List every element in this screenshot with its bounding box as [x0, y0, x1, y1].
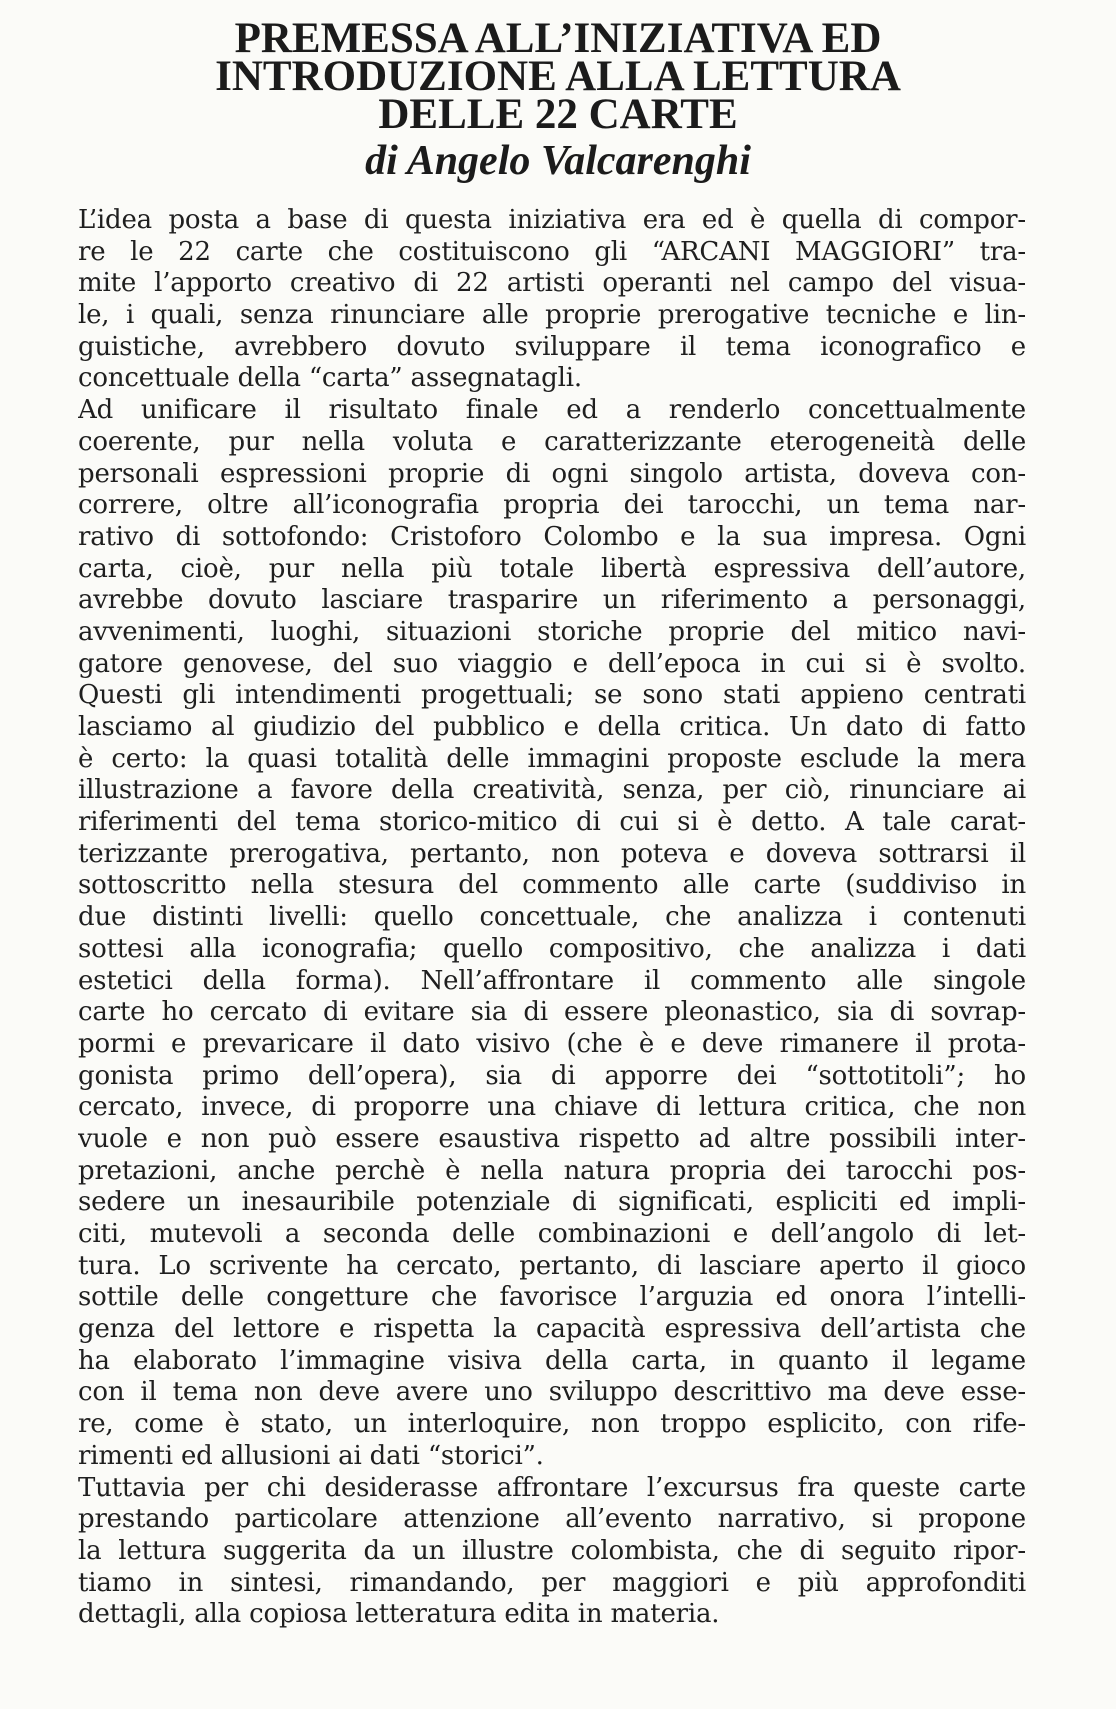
title-line-2: INTRODUZIONE ALLA LETTURA [215, 53, 901, 100]
paragraph [78, 205, 1026, 395]
text-line: guistiche, avrebbero dovuto sviluppare il tema iconografico e [78, 331, 1026, 362]
text-line: avrebbe dovuto lasciare trasparire un riferimento a personaggi, [78, 585, 1026, 616]
text-line: cercato, invece, di proporre una chiave di lettura critica, che non [78, 1092, 1026, 1123]
text-line: Ad unificare il risultato finale ed a renderlo concettualmente [78, 395, 1026, 426]
text-line: la lettura suggerita da un illustre colombista, che di seguito ripor- [78, 1535, 1026, 1566]
text-line: re, come è stato, un interloquire, non troppo esplicito, con rife- [78, 1409, 1026, 1440]
text-line: sottile delle congetture che favorisce l’arguzia ed onora l’intelli- [78, 1282, 1026, 1313]
text-line: è certo: la quasi totalità delle immagini proposte esclude la mera [78, 743, 1026, 774]
text-line: sedere un inesauribile potenziale di significati, espliciti ed impli- [78, 1187, 1026, 1218]
text-line: con il tema non deve avere uno sviluppo descrittivo ma deve esse- [78, 1377, 1026, 1408]
text-line: pretazioni, anche perchè è nella natura propria dei tarocchi pos- [78, 1155, 1026, 1186]
text-line: avvenimenti, luoghi, situazioni storiche proprie del mitico navi- [78, 616, 1026, 647]
text-line: gonista primo dell’opera), sia di apporre dei “sottotitoli”; ho [78, 1060, 1026, 1091]
text-line: mite l’apporto creativo di 22 artisti operanti nel campo del visua- [78, 268, 1026, 299]
text-line: correre, oltre all’iconografia propria dei tarocchi, un tema nar- [78, 490, 1026, 521]
text-line: rativo di sottofondo: Cristoforo Colombo e la sua impresa. Ogni [78, 521, 1026, 552]
text-line: gatore genovese, del suo viaggio e dell’epoca in cui si è svolto. [78, 648, 1026, 679]
text-line: terizzante prerogativa, pertanto, non poteva e doveva sottrarsi il [78, 838, 1026, 869]
body-text [78, 205, 1026, 1631]
text-line: sottesi alla iconografia; quello compositivo, che analizza i dati [78, 933, 1026, 964]
text-line: sottoscritto nella stesura del commento alle carte (suddiviso in [78, 870, 1026, 901]
text-line: tura. Lo scrivente ha cercato, pertanto, di lasciare aperto il gioco [78, 1250, 1026, 1281]
text-line: lasciamo al giudizio del pubblico e della critica. Un dato di fatto [78, 712, 1026, 742]
paragraph [78, 395, 1026, 1472]
text-line: pormi e prevaricare il dato visivo (che è e deve rimanere il prota- [78, 1028, 1026, 1059]
title-line-3: DELLE 22 CARTE [378, 91, 738, 138]
text-line: rimenti ed allusioni ai dati “storici”. [78, 1440, 544, 1471]
text-line: due distinti livelli: quello concettuale, che analizza i contenuti [78, 902, 1026, 933]
text-line: ha elaborato l’immagine visiva della carta, in quanto il legame [78, 1345, 1026, 1376]
text-line: carta, cioè, pur nella più totale libertà espressiva dell’autore, [78, 553, 1026, 584]
text-line: L’idea posta a base di questa iniziativa era ed è quella di compor- [78, 205, 1026, 235]
text-line: concettuale della “carta” assegnatagli. [78, 363, 582, 394]
text-line: Questi gli intendimenti progettuali; se sono stati appieno centrati [78, 680, 1026, 711]
text-line: riferimenti del tema storico-mitico di cui si è detto. A tale carat- [78, 807, 1026, 838]
text-line: le, i quali, senza rinunciare alle proprie prerogative tecniche e lin- [78, 300, 1026, 331]
title-line-1: PREMESSA ALL’INIZIATIVA ED [234, 15, 882, 62]
text-line: tiamo in sintesi, rimandando, per maggiori e più approfonditi [78, 1567, 1026, 1598]
text-line: citi, mutevoli a seconda delle combinazioni e dell’angolo di let- [78, 1219, 1026, 1249]
text-line: coerente, pur nella voluta e caratterizzante eterogeneità delle [78, 426, 1026, 457]
text-line: re le 22 carte che costituiscono gli “ARCANI MAGGIORI” tra- [78, 236, 1026, 267]
text-line: personali espressioni proprie di ogni singolo artista, doveva con- [78, 458, 1026, 489]
text-line: Tuttavia per chi desiderasse affrontare l’excursus fra queste carte [78, 1472, 1026, 1503]
text-line: prestando particolare attenzione all’evento narrativo, si propone [78, 1504, 1026, 1535]
text-line: illustrazione a favore della creatività, senza, per ciò, rinunciare ai [78, 775, 1026, 806]
text-line: carte ho cercato di evitare sia di essere pleonastico, sia di sovrap- [78, 997, 1026, 1028]
author-byline: di Angelo Valcarenghi [365, 138, 751, 184]
text-line: genza del lettore e rispetta la capacità espressiva dell’artista che [78, 1314, 1026, 1345]
document-header [0, 15, 1116, 186]
paragraph [78, 1473, 1026, 1631]
text-line: vuole e non può essere esaustiva rispetto ad altre possibili inter- [78, 1123, 1026, 1154]
text-line: dettagli, alla copiosa letteratura edita in materia. [78, 1599, 720, 1630]
text-line: estetici della forma). Nell’affrontare il commento alle singole [78, 965, 1026, 996]
